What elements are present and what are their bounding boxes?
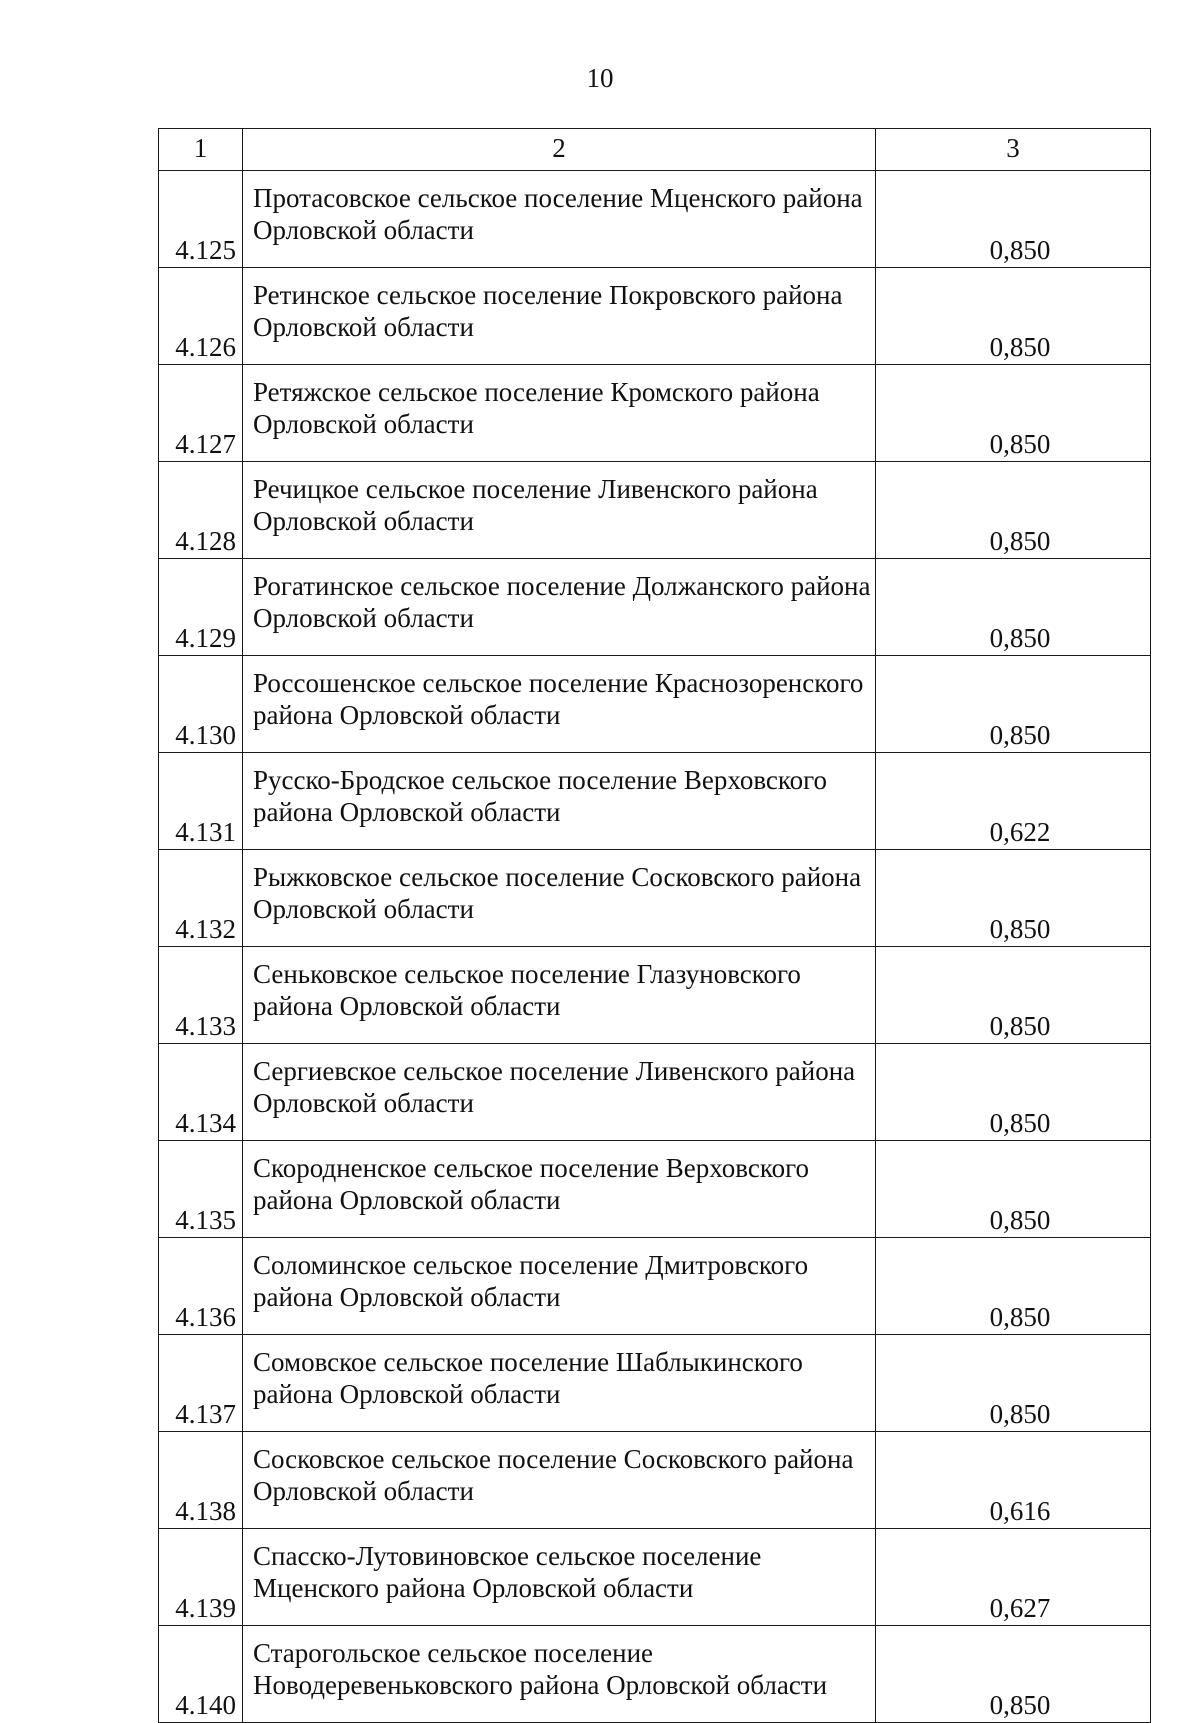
coefficient-value: 0,850 (989, 720, 1051, 750)
column-header-name: 2 (243, 129, 876, 171)
coefficient-value: 0,850 (989, 914, 1051, 944)
row-number: 4.131 (159, 753, 243, 850)
settlement-name: Россошенское сельское поселение Краснозоренского района Орловской области (243, 656, 876, 753)
table-row (159, 268, 1151, 365)
coefficient-cell (876, 559, 1151, 656)
settlement-name: Рогатинское сельское поселение Должанского района Орловской области (243, 559, 876, 656)
table-row (159, 559, 1151, 656)
settlement-name: Протасовское сельское поселение Мценского района Орловской области (243, 171, 876, 268)
row-number: 4.139 (159, 1529, 243, 1626)
row-number: 4.126 (159, 268, 243, 365)
row-number: 4.136 (159, 1238, 243, 1335)
table-body (159, 129, 1151, 1723)
coefficient-cell (876, 268, 1151, 365)
table-row (159, 462, 1151, 559)
coefficient-cell (876, 462, 1151, 559)
settlement-name: Сосковское сельское поселение Сосковского района Орловской области (243, 1432, 876, 1529)
table-row (159, 850, 1151, 947)
settlement-name: Ретяжское сельское поселение Кромского района Орловской области (243, 365, 876, 462)
coefficient-value: 0,850 (989, 1108, 1051, 1138)
column-header-value: 3 (876, 129, 1151, 171)
table-row (159, 365, 1151, 462)
coefficient-cell (876, 171, 1151, 268)
coefficient-cell (876, 1238, 1151, 1335)
coefficient-cell (876, 947, 1151, 1044)
row-number: 4.125 (159, 171, 243, 268)
coefficient-value: 0,850 (989, 1690, 1051, 1720)
row-number: 4.130 (159, 656, 243, 753)
coefficient-value: 0,850 (989, 1011, 1051, 1041)
row-number: 4.128 (159, 462, 243, 559)
settlement-name: Старогольское сельское поселение Новодеревеньковского района Орловской области (243, 1626, 876, 1723)
table-row (159, 1141, 1151, 1238)
settlements-table (158, 128, 1151, 1723)
table-row (159, 656, 1151, 753)
coefficient-value: 0,616 (989, 1496, 1051, 1526)
row-number: 4.135 (159, 1141, 243, 1238)
coefficient-cell (876, 753, 1151, 850)
coefficient-value: 0,850 (989, 332, 1051, 362)
table-row (159, 1626, 1151, 1723)
coefficient-cell (876, 365, 1151, 462)
row-number: 4.129 (159, 559, 243, 656)
table-row (159, 1238, 1151, 1335)
table-row (159, 1432, 1151, 1529)
coefficient-cell (876, 1335, 1151, 1432)
coefficient-cell (876, 656, 1151, 753)
settlement-name: Сергиевское сельское поселение Ливенского района Орловской области (243, 1044, 876, 1141)
coefficient-cell (876, 1044, 1151, 1141)
coefficient-value: 0,850 (989, 429, 1051, 459)
coefficient-value: 0,622 (989, 817, 1051, 847)
coefficient-value: 0,850 (989, 235, 1051, 265)
settlement-name: Сомовское сельское поселение Шаблыкинского района Орловской области (243, 1335, 876, 1432)
column-header-number: 1 (159, 129, 243, 171)
coefficient-value: 0,850 (989, 1399, 1051, 1429)
row-number: 4.137 (159, 1335, 243, 1432)
table-row (159, 1529, 1151, 1626)
row-number: 4.138 (159, 1432, 243, 1529)
coefficient-cell (876, 1626, 1151, 1723)
table-row (159, 1335, 1151, 1432)
coefficient-value: 0,627 (989, 1593, 1051, 1623)
row-number: 4.133 (159, 947, 243, 1044)
table-row (159, 171, 1151, 268)
settlement-name: Русско-Бродское сельское поселение Верховского района Орловской области (243, 753, 876, 850)
table-header-row (159, 129, 1151, 171)
settlement-name: Сеньковское сельское поселение Глазуновского района Орловской области (243, 947, 876, 1044)
row-number: 4.132 (159, 850, 243, 947)
settlement-name: Речицкое сельское поселение Ливенского района Орловской области (243, 462, 876, 559)
coefficient-value: 0,850 (989, 526, 1051, 556)
table-row (159, 753, 1151, 850)
settlement-name: Рыжковское сельское поселение Сосковского района Орловской области (243, 850, 876, 947)
coefficient-cell (876, 1432, 1151, 1529)
page-number: 10 (586, 63, 614, 93)
table-row (159, 1044, 1151, 1141)
settlement-name: Спасско-Лутовиновское сельское поселение Мценского района Орловской области (243, 1529, 876, 1626)
row-number: 4.134 (159, 1044, 243, 1141)
settlement-name: Ретинское сельское поселение Покровского района Орловской области (243, 268, 876, 365)
settlement-name: Скородненское сельское поселение Верховского района Орловской области (243, 1141, 876, 1238)
coefficient-value: 0,850 (989, 623, 1051, 653)
row-number: 4.140 (159, 1626, 243, 1723)
coefficient-value: 0,850 (989, 1205, 1051, 1235)
table-row (159, 947, 1151, 1044)
coefficient-value: 0,850 (989, 1302, 1051, 1332)
row-number: 4.127 (159, 365, 243, 462)
settlement-name: Соломинское сельское поселение Дмитровского района Орловской области (243, 1238, 876, 1335)
coefficient-cell (876, 1141, 1151, 1238)
coefficient-cell (876, 1529, 1151, 1626)
coefficient-cell (876, 850, 1151, 947)
